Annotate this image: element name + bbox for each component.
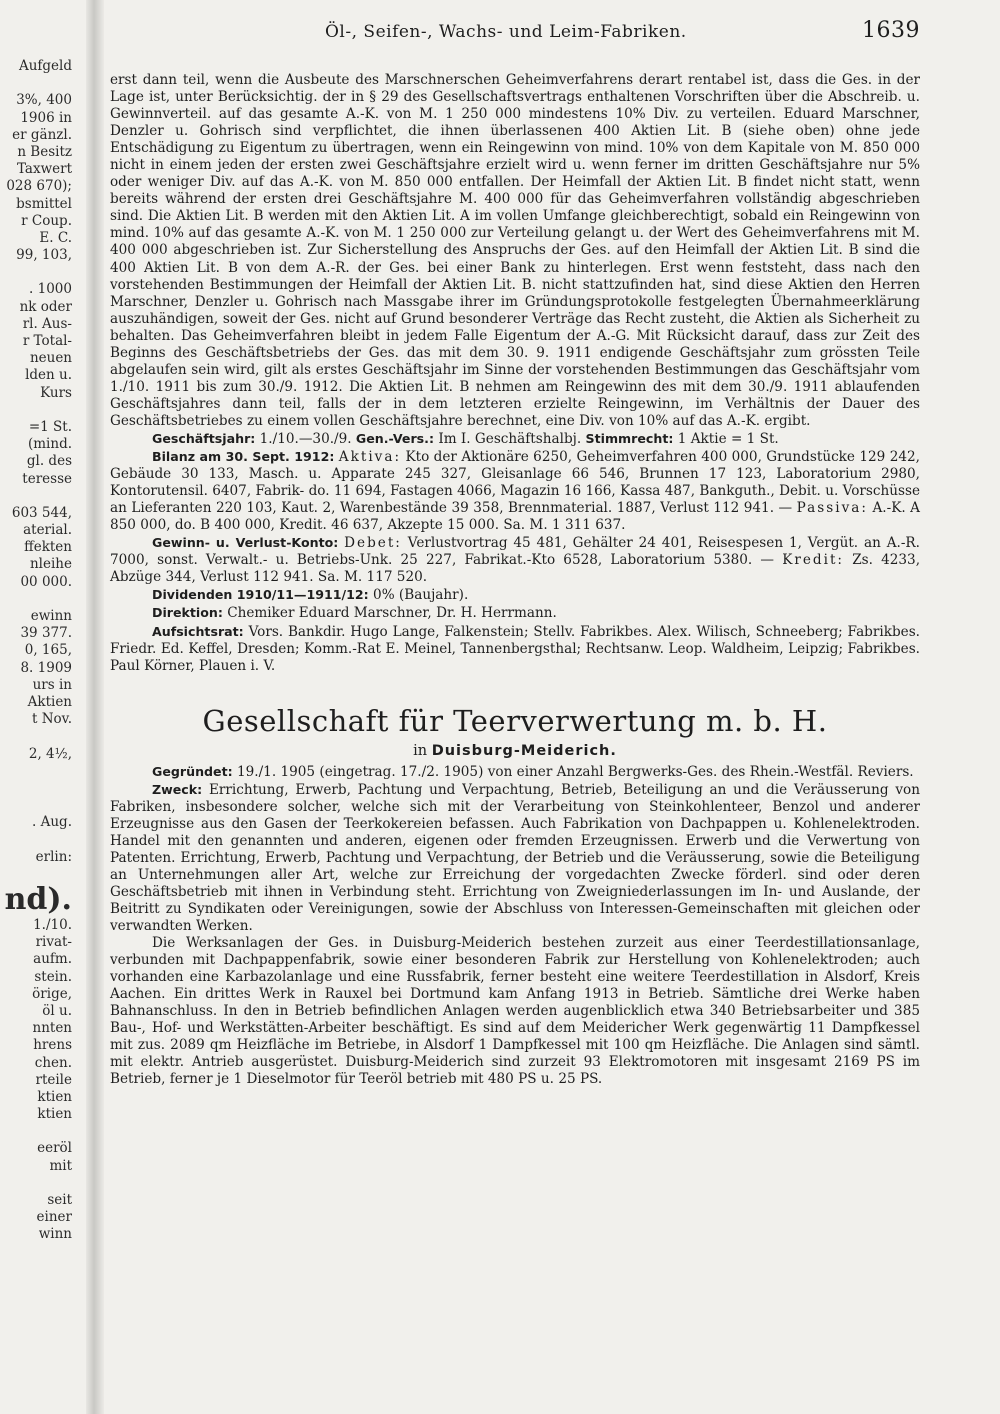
left-margin-line: stein. bbox=[34, 968, 72, 985]
aktiva-label: Aktiva: bbox=[338, 449, 402, 466]
page-gutter bbox=[86, 0, 104, 1414]
left-margin-line: 8. 1909 bbox=[20, 659, 72, 676]
gegruendet-label: Gegründet: bbox=[152, 763, 233, 779]
company2-founded bbox=[110, 763, 920, 781]
left-margin-line: eeröl bbox=[37, 1140, 72, 1157]
left-margin-line: r Total- bbox=[22, 333, 72, 349]
left-margin-line: 00 000. bbox=[20, 573, 72, 590]
geschaeftsjahr-label: Geschäftsjahr: bbox=[152, 430, 256, 446]
left-margin-line: Taxwert bbox=[16, 161, 72, 178]
left-margin-line: urs in bbox=[32, 676, 72, 693]
page-header bbox=[110, 18, 920, 48]
left-margin-line: 603 544, bbox=[11, 504, 72, 521]
left-margin-line: nd). bbox=[4, 882, 72, 917]
gen-vers-label: Gen.-Vers.: bbox=[355, 430, 434, 446]
debet-value: Verlustvortrag 45 481, Gehälter 24 401, Reisespesen 1, Vergüt. an A.-R. 7000, sonst. Verwalt.- u. Betriebs-Unk. 25 227, Fabrikat.-Kto 6528, Laboratorium 5380. — bbox=[110, 535, 920, 569]
company2-title: Gesellschaft für Teerverwertung m. b. H. bbox=[202, 703, 828, 738]
left-margin-column bbox=[0, 58, 72, 1398]
left-margin-line: 2, 4½, bbox=[28, 745, 72, 762]
left-margin-line: E. C. bbox=[39, 229, 72, 246]
left-margin-line: 3%, 400 bbox=[16, 92, 72, 109]
dividenden-label: Dividenden 1910/11—1911/12: bbox=[152, 587, 369, 603]
main-text-column bbox=[110, 72, 920, 1089]
left-margin-line: ktien bbox=[37, 1106, 72, 1123]
left-margin-line: winn bbox=[38, 1226, 72, 1243]
left-margin-line: 39 377. bbox=[20, 625, 72, 642]
company1-direktion bbox=[110, 604, 920, 622]
left-margin-line: gl. des bbox=[26, 453, 72, 470]
company1-profit-loss bbox=[110, 534, 920, 586]
left-margin-line: 0, 165, bbox=[24, 642, 72, 659]
page-number: 1639 bbox=[862, 18, 920, 43]
zweck-label: Zweck: bbox=[152, 781, 203, 797]
left-margin-line: rl. Aus- bbox=[22, 315, 72, 332]
left-margin-line: Kurs bbox=[40, 384, 72, 401]
left-margin-line: rivat- bbox=[35, 934, 72, 951]
left-margin-line bbox=[0, 797, 72, 814]
left-margin-line bbox=[0, 831, 72, 848]
left-margin-line: aufm. bbox=[33, 951, 72, 968]
left-margin-line bbox=[0, 728, 72, 745]
left-margin-line: rteile bbox=[35, 1071, 72, 1088]
left-margin-line: 1./10. bbox=[33, 917, 72, 933]
stimmrecht-value: 1 Aktie = 1 St. bbox=[677, 430, 779, 447]
left-margin-line: 1906 in bbox=[20, 109, 72, 126]
left-margin-line: 028 670); bbox=[6, 178, 72, 195]
kredit-label: Kredit: bbox=[782, 552, 844, 569]
company2-purpose bbox=[110, 781, 920, 935]
left-margin-line: =1 St. bbox=[28, 418, 72, 435]
left-margin-line: öl u. bbox=[42, 1002, 72, 1019]
left-margin-line bbox=[0, 780, 72, 797]
gegruendet-value: 19./1. 1905 (eingetrag. 17./2. 1905) von einer Anzahl Bergwerks-Ges. des Rhein.-Westfäl. Reviers. bbox=[236, 763, 914, 780]
left-margin-line bbox=[0, 591, 72, 608]
left-margin-line: neuen bbox=[29, 350, 72, 367]
geschaeftsjahr-value: 1./10.—30./9. bbox=[259, 430, 352, 447]
left-margin-line: Aufgeld bbox=[18, 58, 72, 74]
aufsichtsrat-label: Aufsichtsrat: bbox=[152, 623, 244, 639]
left-margin-line: r Coup. bbox=[21, 212, 72, 229]
left-margin-line: hrens bbox=[33, 1037, 72, 1054]
company1-aufsichtsrat bbox=[110, 623, 920, 675]
company1-meeting-line bbox=[110, 430, 920, 448]
left-margin-line: chen. bbox=[34, 1054, 72, 1071]
left-margin-line: . 1000 bbox=[29, 281, 72, 298]
left-margin-line: mit bbox=[49, 1157, 72, 1174]
left-margin-line: nk oder bbox=[19, 298, 72, 315]
left-margin-line bbox=[0, 1123, 72, 1140]
left-margin-line: teresse bbox=[22, 470, 72, 487]
zweck-value: Errichtung, Erwerb, Pachtung und Verpachtung, Betrieb, Beteiligung an und die Veräusserung von Fabriken, insbesondere solcher, welche sich mit der Verarbeitung von Steinkohlenteer, Benzol und anderer Erzeugnisse aus den Gasen der Teerkokereien befassen. Auch Fabrikation von Dachpappen u. Kohlenelektroden. Handel mit den genannten und anderen, eigenen oder fremden Erzeugnissen. Erwerb und die Verwertung von Patenten. Errichtung, Erwerb, Pachtung und Verpachtung, der Betrieb und die Veräusserung, sowie die Beteiligung an Unternehmungen aller Art, welche zur Erreichung der vorgedachten Zwecke förderl. sind oder deren Geschäftsbetrieb mit ihnen in Verbindung steht. Errichtung von Zweigniederlassungen im In- und Auslande, der Beitritt zu Syndikaten oder Vereinigungen, sowie der Abschluss von Interessen-Gemeinschaften mit gleichen oder verwandten Werken. bbox=[110, 781, 920, 935]
left-margin-line: nleihe bbox=[29, 556, 72, 573]
direktion-label: Direktion: bbox=[152, 605, 223, 621]
left-margin-line: er gänzl. bbox=[12, 126, 72, 143]
left-margin-line bbox=[0, 866, 72, 883]
company2-works-paragraph: Die Werksanlagen der Ges. in Duisburg-Meiderich bestehen zurzeit aus einer Teerdestillationsanlage, verbunden mit Dachpappenfabrik, sowie einer besonderen Fabrik zur Herstellung von Kohlenelektroden; auch vorhanden eine Karbazolanlage und eine Russfabrik, ferner besteht eine weitere Teerdestillation in Alsdorf, Kreis Aachen. Ein drittes Werk in Rauxel bei Dortmund kam Anfang 1913 in Betrieb. Sämtliche drei Werke haben Bahnanschluss. In den in Betrieb befindlichen Anlagen werden augenblicklich etwa 340 Betriebsarbeiter und 385 Bau-, Hof- und Werkstätten-Arbeiter beschäftigt. Es sind auf dem Meidericher Werk gegenwärtig 11 Dampfkessel mit zus. 2089 qm Heizfläche im Betriebe, in Alsdorf 1 Dampfkessel mit 100 qm Heizfläche. Die Anlagen sind sämtl. mit elektr. Antrieb ausgerüstet. Duisburg-Meiderich sind zurzeit 93 Elektromotoren mit insgesamt 2169 PS im Betrieb, ferner je 1 Dieselmotor für Teeröl betrieb mit 480 PS u. 25 PS. bbox=[110, 935, 920, 1088]
left-margin-line bbox=[0, 763, 72, 780]
left-margin-line: t Nov. bbox=[32, 711, 72, 728]
left-margin-line bbox=[0, 1175, 72, 1192]
company2-location: Duisburg-Meiderich. bbox=[431, 742, 617, 759]
dividenden-value: 0% (Baujahr). bbox=[373, 587, 469, 604]
left-margin-line: Aktien bbox=[27, 693, 72, 710]
left-margin-line: einer bbox=[36, 1209, 72, 1226]
passiva-label: Passiva: bbox=[796, 500, 868, 517]
left-margin-line: . Aug. bbox=[32, 814, 72, 831]
gewinn-label: Gewinn- u. Verlust-Konto: bbox=[152, 535, 339, 551]
stimmrecht-label: Stimmrecht: bbox=[585, 430, 674, 446]
left-margin-line: bsmittel bbox=[16, 195, 72, 212]
company1-dividends bbox=[110, 586, 920, 604]
left-margin-line bbox=[0, 264, 72, 281]
location-prefix: in bbox=[413, 742, 428, 759]
left-margin-line: 99, 103, bbox=[16, 247, 72, 264]
company1-balance-sheet bbox=[110, 448, 920, 534]
aktiva-value: Kto der Aktionäre 6250, Geheimverfahren 400 000, Grundstücke 129 242, Gebäude 30 133, Masch. u. Apparate 245 327, Gleisanlage 66 546, Brunnen 17 123, Laboratorium 2980, Kontorutensil. 6407, Fabrik- do. 11 694, Fastagen 4066, Magazin 16 166, Kassa 487, Bankguth., Debit. u. Vorschüsse an Lieferanten 220 103, Kaut. 2, Warenbestände 39 358, Brennmaterial. 1887, Verlust 112 941. — bbox=[110, 449, 921, 517]
company2-location-line bbox=[110, 741, 920, 761]
company1-intro-paragraph: erst dann teil, wenn die Ausbeute des Marschnerschen Geheimverfahrens derart rentabel ist, dass die Ges. in der Lage ist, unter Berücksichtig. der in § 29 des Gesellschaftsvertrags enthaltenen Vorschriften über die Abschreib. u. Gewinnverteil. auf das gesamte A.-K. von M. 1 250 000 mindestens 10% Div. zu verteilen. Eduard Marschner, Denzler u. Gohrisch sind verpflichtet, die ihnen überlassenen 400 Aktien Lit. B (siehe oben) ohne jede Entschädigung zu Eigentum zu übertragen, wenn ein Reingewinn von mind. 10% von dem Kapitale von M. 850 000 nicht in einem jeden der ersten zwei Geschäftsjahre erzielt wird u. wenn ferner im dritten Geschäftsjahre nur 5% oder weniger Div. auf das A.-K. von M. 850 000 entfallen. Der Heimfall der Aktien Lit. B findet nicht statt, wenn bereits während der ersten drei Geschäftsjahre M. 400 000 für das Geheimverfahren vollständig abgeschrieben sind. Die Aktien Lit. B werden mit den Aktien Lit. A im vollen Umfange gleichberechtigt, sobald ein Reingewinn von mind. 10% auf das gesamte A.-K. von M. 1 250 000 zur Verteilung gelangt u. der Wert des Geheimverfahrens mit M. 400 000 abgeschrieben ist. Zur Sicherstellung des Anspruchs der Ges. auf den Heimfall der Aktien Lit. B sind die 400 Aktien Lit. B von dem A.-R. der Ges. bei einer Bank zu hinterlegen. Erst wenn feststeht, dass nach den vorstehenden Bestimmungen der Heimfall der Aktien Lit. B. nicht stattzufinden hat, sind diese Aktien den Herren Marschner, Denzler u. Gohrisch nach Massgabe ihrer im Gründungsprotokolle festgelegten Übernahmeerklärung auszuhändigen, soweit der Ges. nicht auf Grund besonderer Verträge das Recht zusteht, die Aktien als Sicherheit zu behalten. Das Geheimverfahren bleibt in jedem Falle Eigentum der A.-G. Mit Rücksicht darauf, dass zur Zeit des Beginns des Geschäftsbetriebs der Ges. das mit dem 30. 9. 1911 endigende Geschäftsjahr zum grössten Teile abgelaufen sein wird, gilt als erstes Geschäftsjahr im Sinne der vorstehenden Bestimmungen das Geschäftsjahr vom 1./10. 1911 bis zum 30./9. 1912. Die Aktien Lit. B nehmen am Reingewinn des mit dem 30./9. 1911 ablaufenden Geschäftsjahres dann teil, falls der in dem letzteren erzielte Reingewinn, im Verhältnis der Dauer des Geschäftsbetriebes zu einem vollen Geschäftsjahre berechnet, eine Div. von 10% auf das A.-K. ergibt. bbox=[110, 72, 920, 429]
running-title: Öl-, Seifen-, Wachs- und Leim-Fabriken. bbox=[325, 22, 687, 42]
left-margin-line: lden u. bbox=[25, 367, 72, 384]
left-margin-line: erlin: bbox=[35, 848, 72, 865]
kredit-value: Zs. 4233, Abzüge 344, Verlust 112 941. Sa. M. 117 520. bbox=[110, 552, 921, 586]
left-margin-line: aterial. bbox=[23, 522, 72, 539]
left-margin-line: seit bbox=[47, 1192, 72, 1208]
aufsichtsrat-value: Vors. Bankdir. Hugo Lange, Falkenstein; Stellv. Fabrikbes. Alex. Wilisch, Schneeberg; Fabrikbes. Friedr. Ed. Keffel, Dresden; Komm.-Rat E. Meinel, Tannenbergsthal; Rechtsanw. Leop. Waldheim, Leipzig; Fabrikbes. Paul Körner, Plauen i. V. bbox=[110, 623, 920, 674]
debet-label: Debet: bbox=[344, 535, 402, 552]
left-margin-line: ffekten bbox=[24, 539, 72, 556]
left-margin-line bbox=[0, 75, 72, 92]
left-margin-line: n Besitz bbox=[17, 143, 72, 160]
direktion-value: Chemiker Eduard Marschner, Dr. H. Herrmann. bbox=[227, 605, 557, 622]
bilanz-label: Bilanz am 30. Sept. 1912: bbox=[152, 449, 335, 465]
left-margin-line: örige, bbox=[32, 985, 72, 1002]
left-margin-line bbox=[0, 402, 72, 419]
left-margin-line: ewinn bbox=[30, 608, 72, 624]
gen-vers-value: Im I. Geschäftshalbj. bbox=[438, 430, 582, 447]
left-margin-line bbox=[0, 488, 72, 505]
left-margin-line: (mind. bbox=[27, 436, 72, 453]
left-margin-line: ktien bbox=[37, 1088, 72, 1105]
passiva-value: A.-K. A 850 000, do. B 400 000, Kredit. 46 637, Akzepte 15 000. Sa. M. 1 311 637. bbox=[110, 500, 920, 534]
left-margin-line: nnten bbox=[32, 1020, 72, 1037]
